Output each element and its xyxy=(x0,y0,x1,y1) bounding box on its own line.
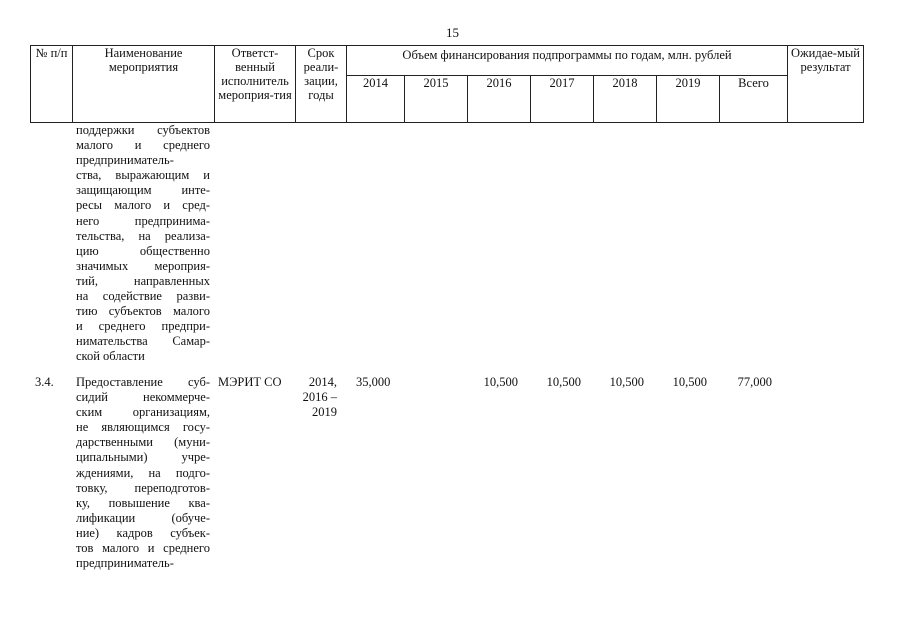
text-line: на содействие разви- xyxy=(76,289,210,304)
text-line: ципальными) учре- xyxy=(76,450,210,465)
value-2018: 10,500 xyxy=(609,375,644,389)
header-financing: Объем финансирования подпрограммы по годам, млн. рублей xyxy=(347,46,788,76)
term-line: 2016 – xyxy=(302,390,337,405)
text-line: не являющимся госу- xyxy=(76,420,210,435)
header-responsible: Ответст-венный исполнитель мероприя-тия xyxy=(215,46,296,123)
text-line: тов малого и среднего xyxy=(76,541,210,556)
text-line: тий, направленных xyxy=(76,273,210,288)
value-total: 77,000 xyxy=(737,375,772,389)
text-line: предприниматель- xyxy=(76,153,174,168)
text-line: ресы малого и сред- xyxy=(76,198,210,213)
value-2014: 35,000 xyxy=(356,375,391,389)
text-line: цию общественно xyxy=(76,243,210,258)
text-line: Предоставление суб- xyxy=(76,375,210,389)
text-line: дарственными (муни- xyxy=(76,435,210,450)
text-line: ской области xyxy=(76,349,145,364)
term-line: 2019 xyxy=(312,405,337,420)
text-line: него предпринима- xyxy=(76,213,210,228)
header-year-2018: 2018 xyxy=(594,76,657,123)
header-year-2015: 2015 xyxy=(405,76,468,123)
text-line: нимательства Самар- xyxy=(76,334,210,349)
text-line: ку, повышение ква- xyxy=(76,495,210,510)
page-number: 15 xyxy=(446,25,459,40)
text-line: малого и среднего xyxy=(76,138,210,153)
text-line: ние) кадров субъек- xyxy=(76,525,210,540)
text-line: поддержки субъектов xyxy=(76,123,210,137)
text-line: защищающим инте- xyxy=(76,183,210,198)
header-result: Ожидае-мый результат xyxy=(788,46,864,123)
header-total: Всего xyxy=(720,76,788,123)
row-name xyxy=(76,375,210,571)
text-line: лификации (обуче- xyxy=(76,510,210,525)
text-line: тию субъектов малого xyxy=(76,304,210,319)
text-line: ства, выражающим и xyxy=(76,168,210,183)
header-num: № п/п xyxy=(31,46,73,123)
row-number: 3.4. xyxy=(35,375,54,389)
text-line: тельства, на реализа- xyxy=(76,228,210,243)
header-name: Наименование мероприятия xyxy=(73,46,215,123)
text-line: ждениями, на подго- xyxy=(76,465,210,480)
header-year-2016: 2016 xyxy=(468,76,531,123)
continuation-text xyxy=(76,123,210,365)
value-2019: 10,500 xyxy=(672,375,707,389)
text-line: сидий некоммерче- xyxy=(76,390,210,405)
row-term xyxy=(296,375,337,420)
term-line: 2014, xyxy=(308,375,337,389)
value-2017: 10,500 xyxy=(546,375,581,389)
header-year-2017: 2017 xyxy=(531,76,594,123)
text-line: значимых мероприя- xyxy=(76,258,210,273)
header-year-2019: 2019 xyxy=(657,76,720,123)
header-term: Срок реали-зации, годы xyxy=(296,46,347,123)
table-header xyxy=(30,45,864,123)
row-responsible: МЭРИТ СО xyxy=(218,375,282,389)
text-line: и среднего предпри- xyxy=(76,319,210,334)
text-line: ским организациям, xyxy=(76,405,210,420)
text-line: товку, переподготов- xyxy=(76,480,210,495)
value-2016: 10,500 xyxy=(483,375,518,389)
text-line: предприниматель- xyxy=(76,556,174,571)
header-year-2014: 2014 xyxy=(347,76,405,123)
